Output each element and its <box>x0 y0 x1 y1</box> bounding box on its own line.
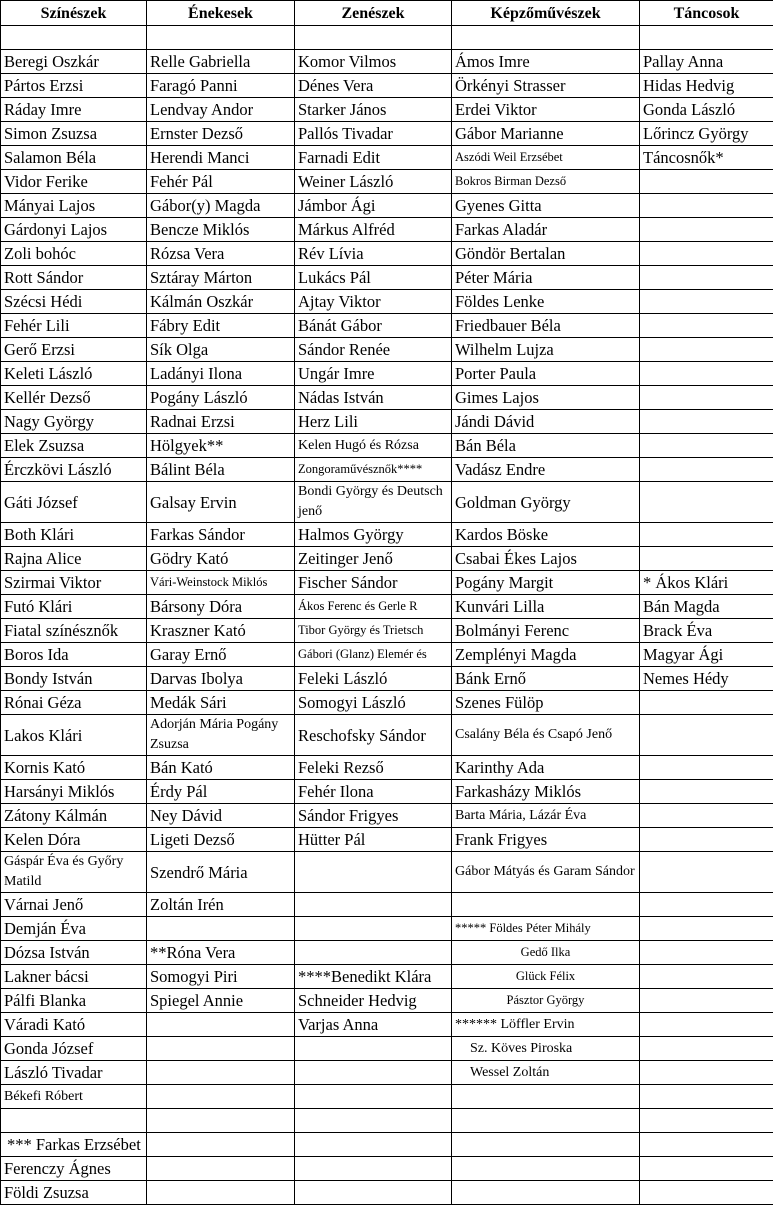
table-cell: Gábor(y) Magda <box>147 194 295 218</box>
header-zeneszek: Zenészek <box>295 1 452 26</box>
table-cell: Kardos Böske <box>452 523 640 547</box>
table-cell: Radnai Erzsi <box>147 410 295 434</box>
table-cell: Kelen Hugó és Rózsa <box>295 434 452 458</box>
table-cell <box>295 917 452 941</box>
table-cell: Rott Sándor <box>1 266 147 290</box>
table-cell <box>147 26 295 50</box>
header-tancosok: Táncosok <box>640 1 773 26</box>
table-cell: Simon Zsuzsa <box>1 122 147 146</box>
table-body <box>1 26 773 1205</box>
table-row <box>1 266 773 290</box>
table-cell: Fischer Sándor <box>295 571 452 595</box>
table-cell: ****** Löffler Ervin <box>452 1013 640 1037</box>
table-cell: Schneider Hedvig <box>295 989 452 1013</box>
table-cell <box>640 434 773 458</box>
table-cell: Feleki Rezső <box>295 756 452 780</box>
table-cell: Ladányi Ilona <box>147 362 295 386</box>
table-cell: Fehér Pál <box>147 170 295 194</box>
table-cell: Tibor György és Trietsch <box>295 619 452 643</box>
table-cell: Farkas Aladár <box>452 218 640 242</box>
table-cell: Péter Mária <box>452 266 640 290</box>
table-cell: Somogyi Piri <box>147 965 295 989</box>
table-cell: Ámos Imre <box>452 50 640 74</box>
table-row <box>1 1109 773 1133</box>
table-cell: Gödry Kató <box>147 547 295 571</box>
table-cell: Halmos György <box>295 523 452 547</box>
table-row <box>1 619 773 643</box>
table-cell: Fiatal színésznők <box>1 619 147 643</box>
table-cell: Aszódi Weil Erzsébet <box>452 146 640 170</box>
table-cell: Gimes Lajos <box>452 386 640 410</box>
table-cell: Hölgyek** <box>147 434 295 458</box>
table-row <box>1 386 773 410</box>
table-cell: Gáspár Éva és Győry Matild <box>1 852 147 893</box>
table-cell <box>640 523 773 547</box>
table-cell: Gábor Mátyás és Garam Sándor <box>452 852 640 893</box>
table-cell <box>640 941 773 965</box>
table-cell <box>640 715 773 756</box>
header-kepzomuveszek: Képzőművészek <box>452 1 640 26</box>
table-cell: Jámbor Ági <box>295 194 452 218</box>
table-cell <box>147 917 295 941</box>
table-cell: Herz Lili <box>295 410 452 434</box>
table-cell <box>147 1037 295 1061</box>
table-cell <box>295 1085 452 1109</box>
table-cell <box>640 170 773 194</box>
table-cell: Kornis Kató <box>1 756 147 780</box>
table-cell: Wessel Zoltán <box>452 1061 640 1085</box>
table-cell: ****Benedikt Klára <box>295 965 452 989</box>
table-row <box>1 314 773 338</box>
table-cell: Bán Kató <box>147 756 295 780</box>
table-cell: Vári-Weinstock Miklós <box>147 571 295 595</box>
table-cell <box>295 1037 452 1061</box>
table-cell: Márkus Alfréd <box>295 218 452 242</box>
table-cell <box>452 26 640 50</box>
table-cell: Gedő Ilka <box>452 941 640 965</box>
table-cell: Farkasházy Miklós <box>452 780 640 804</box>
table-row <box>1 1157 773 1181</box>
table-cell <box>640 1037 773 1061</box>
table-row <box>1 218 773 242</box>
table-cell: Fehér Lili <box>1 314 147 338</box>
table-cell: Gábor Marianne <box>452 122 640 146</box>
table-cell: Bánát Gábor <box>295 314 452 338</box>
table-row <box>1 1085 773 1109</box>
table-cell: Rajna Alice <box>1 547 147 571</box>
table-cell: Ráday Imre <box>1 98 147 122</box>
table-cell <box>640 194 773 218</box>
table-row <box>1 98 773 122</box>
table-cell: Rónai Géza <box>1 691 147 715</box>
table-cell <box>147 1013 295 1037</box>
table-cell <box>640 1085 773 1109</box>
table-row <box>1 595 773 619</box>
table-cell <box>452 1085 640 1109</box>
table-cell: Galsay Ervin <box>147 482 295 523</box>
table-cell: Herendi Manci <box>147 146 295 170</box>
table-cell: Ungár Imre <box>295 362 452 386</box>
table-cell: László Tivadar <box>1 1061 147 1085</box>
table-row <box>1 667 773 691</box>
table-cell: Zoltán Irén <box>147 893 295 917</box>
table-cell: Pogány Margit <box>452 571 640 595</box>
table-row <box>1 780 773 804</box>
table-row <box>1 482 773 523</box>
table-cell: Hidas Hedvig <box>640 74 773 98</box>
table-cell: Gábori (Glanz) Elemér és <box>295 643 452 667</box>
table-cell: Boros Ida <box>1 643 147 667</box>
table-cell: Mányai Lajos <box>1 194 147 218</box>
table-cell: Weiner László <box>295 170 452 194</box>
table-cell: Csabai Ékes Lajos <box>452 547 640 571</box>
table-cell: Hütter Pál <box>295 828 452 852</box>
table-row <box>1 852 773 893</box>
table-cell: Fábry Edit <box>147 314 295 338</box>
table-cell: Magyar Ági <box>640 643 773 667</box>
table-cell: Ligeti Dezső <box>147 828 295 852</box>
table-row <box>1 691 773 715</box>
table-cell: Táncosnők* <box>640 146 773 170</box>
table-cell: Faragó Panni <box>147 74 295 98</box>
table-cell: Demján Éva <box>1 917 147 941</box>
table-cell <box>147 1061 295 1085</box>
table-cell <box>295 941 452 965</box>
table-row <box>1 1181 773 1205</box>
table-cell: Sándor Frigyes <box>295 804 452 828</box>
table-cell: Zátony Kálmán <box>1 804 147 828</box>
table-cell: Reschofsky Sándor <box>295 715 452 756</box>
table-cell: Bálint Béla <box>147 458 295 482</box>
table-cell: Nádas István <box>295 386 452 410</box>
table-cell <box>295 26 452 50</box>
header-row <box>1 1 773 26</box>
table-row <box>1 756 773 780</box>
table-cell <box>452 893 640 917</box>
table-cell: Salamon Béla <box>1 146 147 170</box>
table-cell: Beregi Oszkár <box>1 50 147 74</box>
table-cell <box>640 338 773 362</box>
table-cell <box>295 893 452 917</box>
table-cell: Földi Zsuzsa <box>1 1181 147 1205</box>
table-cell: Dózsa István <box>1 941 147 965</box>
table-cell: Erdei Viktor <box>452 98 640 122</box>
table-cell: Medák Sári <box>147 691 295 715</box>
table-cell <box>640 917 773 941</box>
table-cell <box>147 1157 295 1181</box>
table-cell: Várnai Jenő <box>1 893 147 917</box>
table-cell <box>640 780 773 804</box>
table-cell: Vidor Ferike <box>1 170 147 194</box>
table-cell: Békefi Róbert <box>1 1085 147 1109</box>
table-cell: Érczkövi László <box>1 458 147 482</box>
table-cell: Starker János <box>295 98 452 122</box>
table-cell <box>295 852 452 893</box>
table-cell: Pártos Erzsi <box>1 74 147 98</box>
table-row <box>1 828 773 852</box>
table-cell: Ney Dávid <box>147 804 295 828</box>
table-row <box>1 122 773 146</box>
table-cell: Frank Frigyes <box>452 828 640 852</box>
table-cell <box>640 804 773 828</box>
table-cell: Zoli bohóc <box>1 242 147 266</box>
table-cell: Karinthy Ada <box>452 756 640 780</box>
table-cell: Pallós Tivadar <box>295 122 452 146</box>
table-cell <box>295 1181 452 1205</box>
table-row <box>1 893 773 917</box>
table-cell: Nagy György <box>1 410 147 434</box>
table-row <box>1 643 773 667</box>
table-row <box>1 523 773 547</box>
table-cell: Bánk Ernő <box>452 667 640 691</box>
table-cell: Örkényi Strasser <box>452 74 640 98</box>
table-cell: Dénes Vera <box>295 74 452 98</box>
table-row <box>1 1037 773 1061</box>
table-cell: Érdy Pál <box>147 780 295 804</box>
table-cell: Szendrő Mária <box>147 852 295 893</box>
table-row <box>1 50 773 74</box>
table-cell <box>147 1109 295 1133</box>
table-row <box>1 547 773 571</box>
table-cell <box>295 1061 452 1085</box>
table-cell <box>640 1109 773 1133</box>
table-cell <box>452 1109 640 1133</box>
table-cell: * Ákos Klári <box>640 571 773 595</box>
table-row <box>1 410 773 434</box>
table-cell: Garay Ernő <box>147 643 295 667</box>
table-cell <box>640 314 773 338</box>
table-cell <box>640 362 773 386</box>
table-cell <box>640 989 773 1013</box>
table-cell: Bondi György és Deutsch jenő <box>295 482 452 523</box>
table-cell: Kellér Dezső <box>1 386 147 410</box>
table-row <box>1 170 773 194</box>
table-cell: Goldman György <box>452 482 640 523</box>
table-cell <box>640 1157 773 1181</box>
table-cell: Glück Félix <box>452 965 640 989</box>
table-row <box>1 362 773 386</box>
table-cell <box>640 893 773 917</box>
table-cell: Futó Klári <box>1 595 147 619</box>
table-cell <box>640 1013 773 1037</box>
table-cell <box>640 1061 773 1085</box>
table-cell: Kálmán Oszkár <box>147 290 295 314</box>
table-cell: Kraszner Kató <box>147 619 295 643</box>
table-cell: Fehér Ilona <box>295 780 452 804</box>
table-row <box>1 74 773 98</box>
table-row <box>1 917 773 941</box>
table-cell: Ernster Dezső <box>147 122 295 146</box>
table-cell: Lendvay Andor <box>147 98 295 122</box>
table-cell <box>147 1181 295 1205</box>
table-cell: ***** Földes Péter Mihály <box>452 917 640 941</box>
table-cell: Bolmányi Ferenc <box>452 619 640 643</box>
table-cell <box>640 26 773 50</box>
table-cell: Bondy István <box>1 667 147 691</box>
table-cell <box>640 482 773 523</box>
table-cell <box>640 828 773 852</box>
table-cell: Sz. Köves Piroska <box>452 1037 640 1061</box>
table-cell <box>640 386 773 410</box>
table-cell <box>640 218 773 242</box>
table-cell: Lukács Pál <box>295 266 452 290</box>
table-cell: Lőrincz György <box>640 122 773 146</box>
table-cell <box>640 691 773 715</box>
table-cell: Friedbauer Béla <box>452 314 640 338</box>
table-row <box>1 194 773 218</box>
table-row <box>1 989 773 1013</box>
table-cell: Rév Lívia <box>295 242 452 266</box>
table-row <box>1 715 773 756</box>
table-cell: Gonda József <box>1 1037 147 1061</box>
table-cell <box>640 852 773 893</box>
table-cell <box>640 1181 773 1205</box>
table-cell: Sándor Renée <box>295 338 452 362</box>
header-enekesek: Énekesek <box>147 1 295 26</box>
table-cell: Gonda László <box>640 98 773 122</box>
table-cell: *** Farkas Erzsébet <box>1 1133 147 1157</box>
table-cell: Kunvári Lilla <box>452 595 640 619</box>
table-row <box>1 290 773 314</box>
table-row <box>1 242 773 266</box>
table-cell: Adorján Mária Pogány Zsuzsa <box>147 715 295 756</box>
table-cell: Jándi Dávid <box>452 410 640 434</box>
table-cell: Ferenczy Ágnes <box>1 1157 147 1181</box>
table-cell: Relle Gabriella <box>147 50 295 74</box>
table-cell: Gyenes Gitta <box>452 194 640 218</box>
table-cell: Varjas Anna <box>295 1013 452 1037</box>
table-cell: Both Klári <box>1 523 147 547</box>
table-cell: Farkas Sándor <box>147 523 295 547</box>
table-cell: Farnadi Edit <box>295 146 452 170</box>
table-cell: Keleti László <box>1 362 147 386</box>
table-cell: Pallay Anna <box>640 50 773 74</box>
table-cell <box>640 965 773 989</box>
table-row <box>1 1013 773 1037</box>
table-cell: Gárdonyi Lajos <box>1 218 147 242</box>
table-row <box>1 965 773 989</box>
table-cell <box>452 1181 640 1205</box>
table-cell: Sík Olga <box>147 338 295 362</box>
table-cell: Zemplényi Magda <box>452 643 640 667</box>
table-cell: Szirmai Viktor <box>1 571 147 595</box>
table-row <box>1 434 773 458</box>
table-cell <box>640 756 773 780</box>
table-cell: Ajtay Viktor <box>295 290 452 314</box>
table-cell: **Róna Vera <box>147 941 295 965</box>
table-row <box>1 26 773 50</box>
table-cell <box>147 1085 295 1109</box>
table-cell: Barta Mária, Lázár Éva <box>452 804 640 828</box>
table-cell: Porter Paula <box>452 362 640 386</box>
table-cell: Földes Lenke <box>452 290 640 314</box>
table-cell: Szenes Fülöp <box>452 691 640 715</box>
table-cell: Wilhelm Lujza <box>452 338 640 362</box>
table-cell: Brack Éva <box>640 619 773 643</box>
table-cell <box>640 266 773 290</box>
table-cell: Sztáray Márton <box>147 266 295 290</box>
table-cell: Bán Béla <box>452 434 640 458</box>
table-cell <box>640 1133 773 1157</box>
table-cell: Göndör Bertalan <box>452 242 640 266</box>
table-row <box>1 571 773 595</box>
table-cell <box>1 1109 147 1133</box>
table-cell: Zeitinger Jenő <box>295 547 452 571</box>
table-cell: Zongoraművésznők**** <box>295 458 452 482</box>
table-cell: Pálfi Blanka <box>1 989 147 1013</box>
table-cell: Csalány Béla és Csapó Jenő <box>452 715 640 756</box>
table-cell <box>640 458 773 482</box>
table-cell: Spiegel Annie <box>147 989 295 1013</box>
table-cell: Lakos Klári <box>1 715 147 756</box>
table-cell: Bán Magda <box>640 595 773 619</box>
table-cell <box>640 290 773 314</box>
table-row <box>1 941 773 965</box>
table-cell: Váradi Kató <box>1 1013 147 1037</box>
table-row <box>1 1061 773 1085</box>
table-cell <box>640 242 773 266</box>
table-cell <box>147 1133 295 1157</box>
table-cell <box>640 410 773 434</box>
table-cell <box>452 1157 640 1181</box>
table-cell: Komor Vilmos <box>295 50 452 74</box>
table-row <box>1 458 773 482</box>
table-cell: Lakner bácsi <box>1 965 147 989</box>
table-row <box>1 804 773 828</box>
table-cell <box>452 1133 640 1157</box>
header-szineszek: Színészek <box>1 1 147 26</box>
table-cell: Bokros Birman Dezső <box>452 170 640 194</box>
table-cell: Szécsi Hédi <box>1 290 147 314</box>
table-row <box>1 146 773 170</box>
table-row <box>1 1133 773 1157</box>
table-cell: Kelen Dóra <box>1 828 147 852</box>
table-cell: Pogány László <box>147 386 295 410</box>
table-row <box>1 338 773 362</box>
table-cell: Gáti József <box>1 482 147 523</box>
table-cell <box>640 547 773 571</box>
table-cell: Darvas Ibolya <box>147 667 295 691</box>
table-cell: Bársony Dóra <box>147 595 295 619</box>
table-cell: Elek Zsuzsa <box>1 434 147 458</box>
table-cell: Rózsa Vera <box>147 242 295 266</box>
table-cell <box>295 1157 452 1181</box>
table-cell <box>295 1109 452 1133</box>
table-cell: Feleki László <box>295 667 452 691</box>
table-cell: Ákos Ferenc és Gerle R <box>295 595 452 619</box>
table-cell <box>295 1133 452 1157</box>
table-cell: Nemes Hédy <box>640 667 773 691</box>
table-cell: Bencze Miklós <box>147 218 295 242</box>
table-cell: Harsányi Miklós <box>1 780 147 804</box>
table-cell: Somogyi László <box>295 691 452 715</box>
table-cell: Gerő Erzsi <box>1 338 147 362</box>
table-cell <box>1 26 147 50</box>
table-cell: Vadász Endre <box>452 458 640 482</box>
table-cell: Pásztor György <box>452 989 640 1013</box>
